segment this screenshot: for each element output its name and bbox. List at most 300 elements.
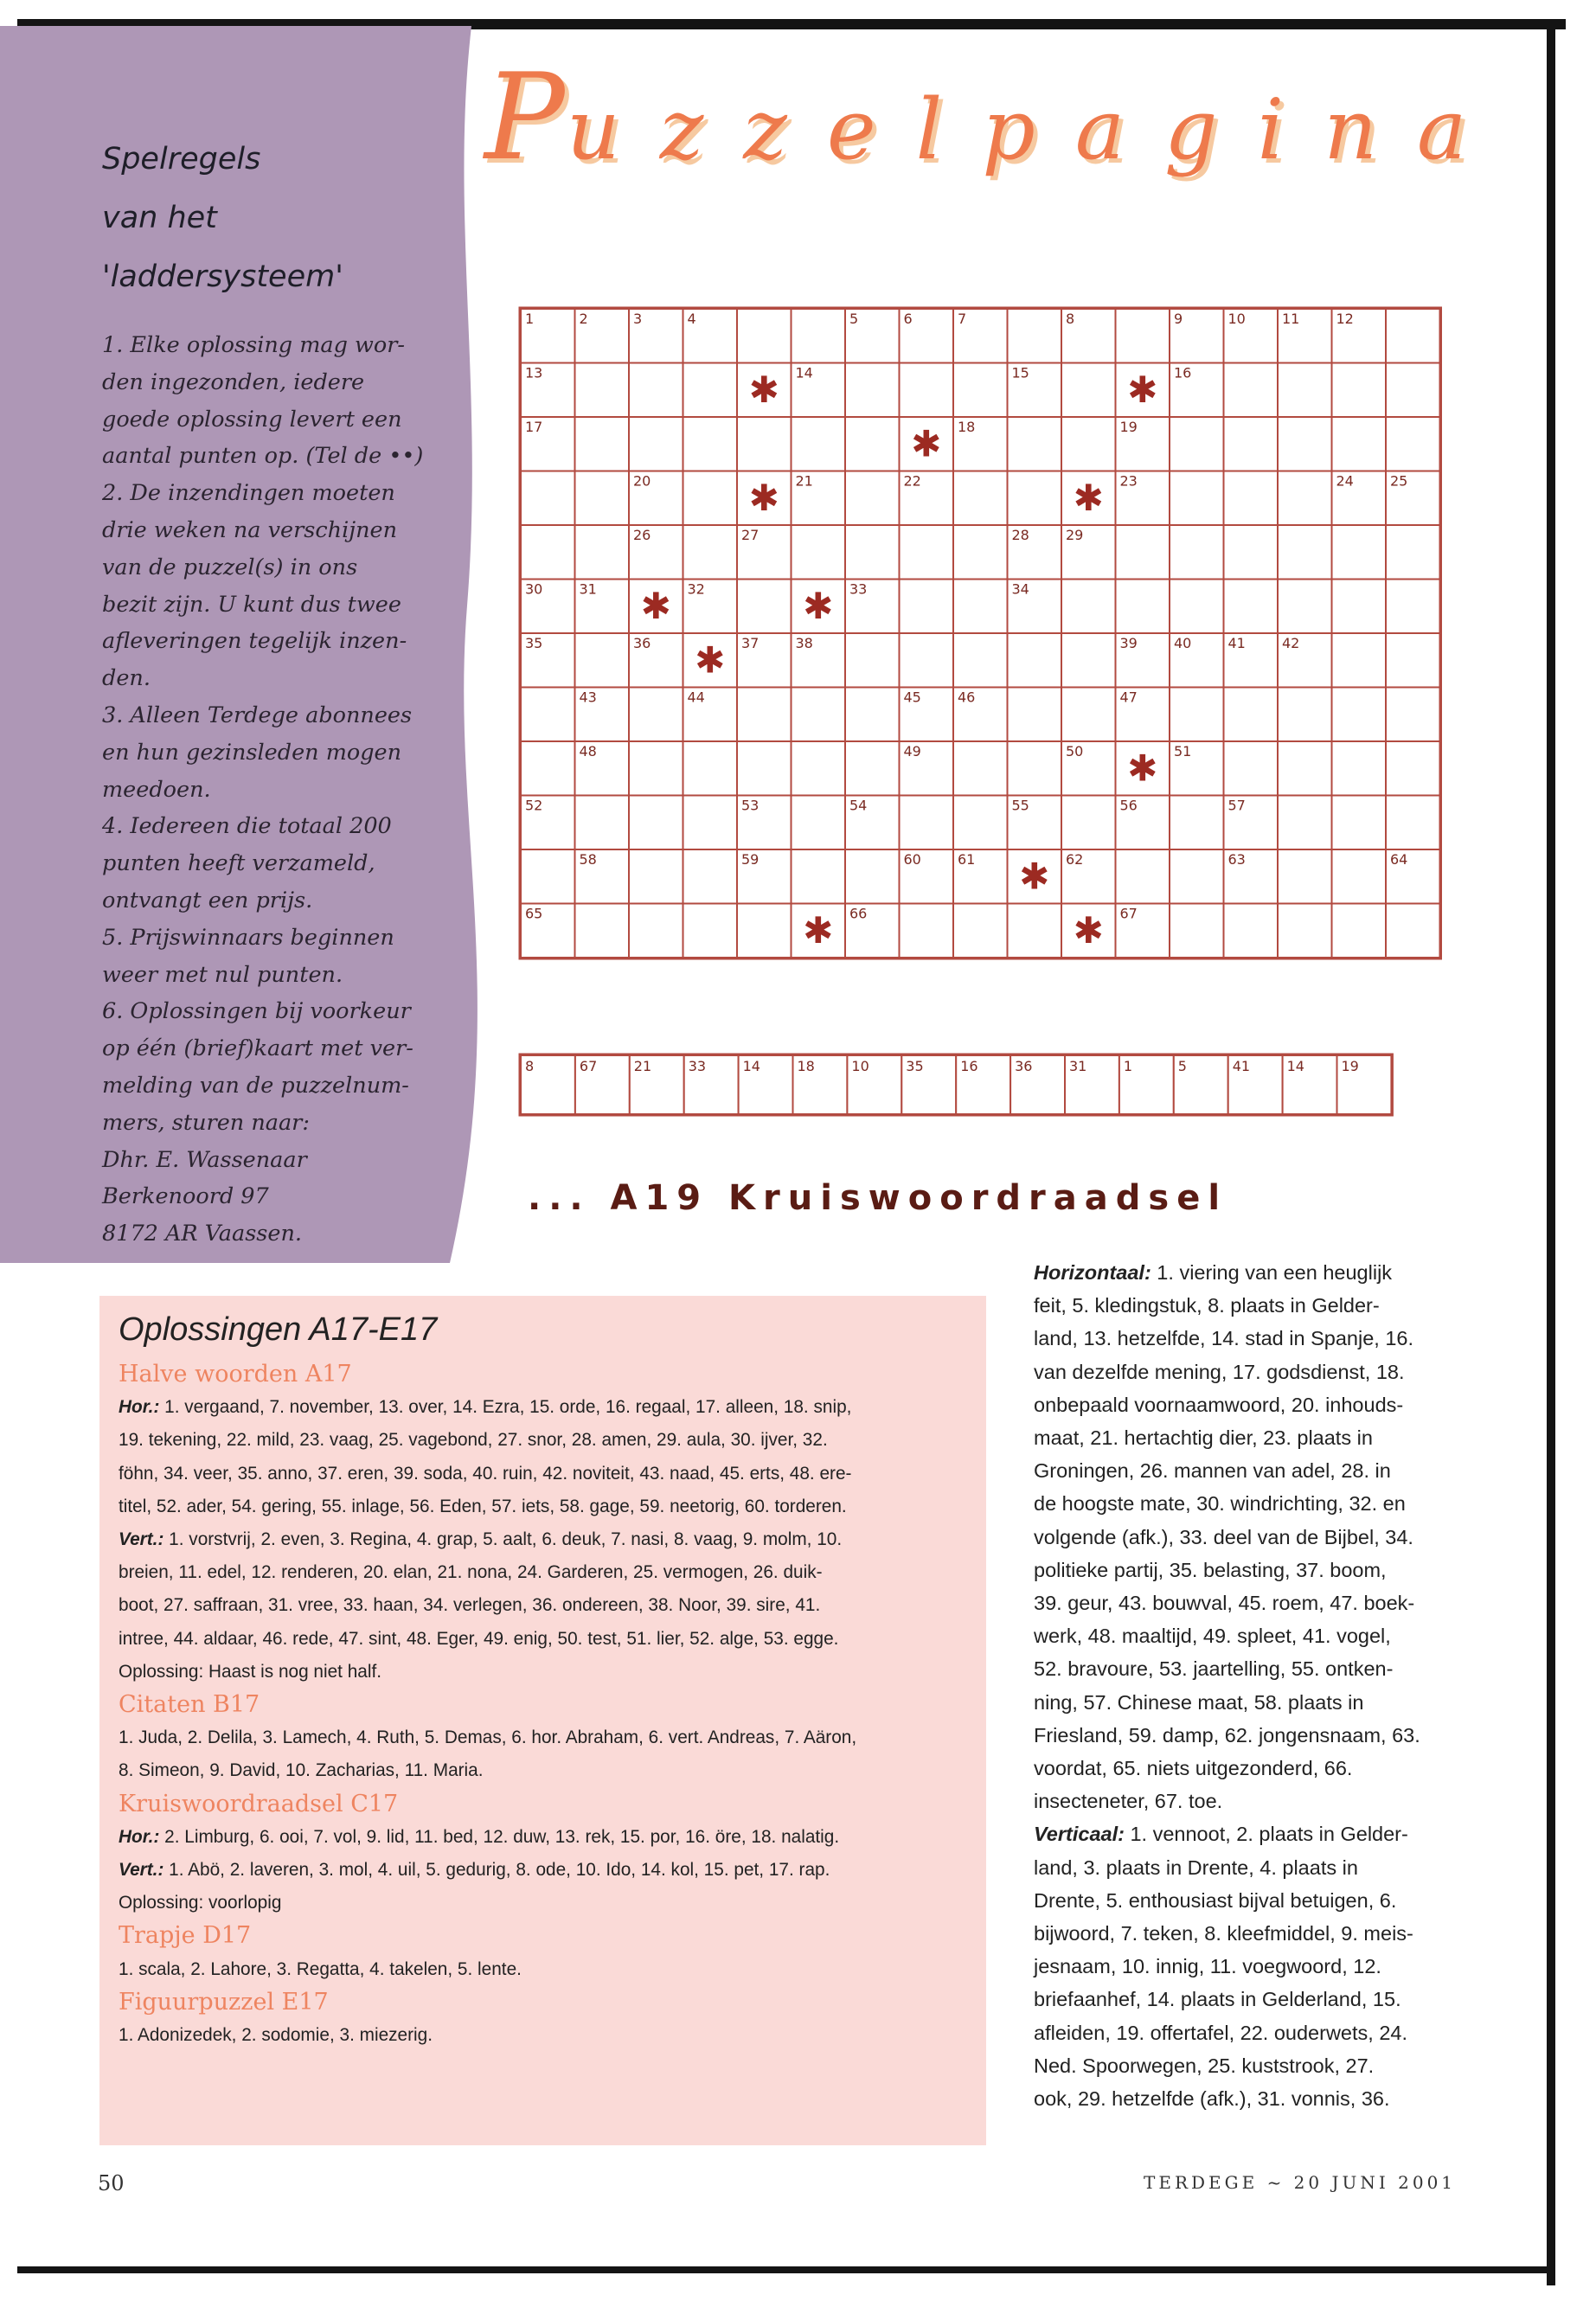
grid-cell bbox=[792, 796, 846, 850]
solution-line bbox=[119, 1821, 975, 1854]
grid-cell bbox=[845, 741, 900, 796]
title-initial: P bbox=[484, 48, 567, 187]
grid-cell bbox=[521, 525, 575, 580]
rules-line: drie weken na verschijnen bbox=[102, 516, 398, 543]
grid-cell bbox=[792, 741, 846, 796]
grid-cell bbox=[521, 471, 575, 526]
grid-cell bbox=[900, 580, 954, 634]
grid-cell bbox=[845, 471, 900, 526]
clue-text: politieke partij, 35. belasting, 37. boom, bbox=[1034, 1558, 1387, 1581]
clue-text: van dezelfde mening, 17. godsdienst, 18. bbox=[1034, 1360, 1405, 1383]
clue-text: bijwoord, 7. teken, 8. kleefmiddel, 9. meis- bbox=[1034, 1922, 1413, 1945]
cell-number: 28 bbox=[1011, 527, 1029, 543]
cell-number: 35 bbox=[525, 635, 543, 651]
grid-cell bbox=[575, 525, 630, 580]
rules-panel bbox=[102, 130, 457, 1253]
star-icon: ✱ bbox=[1019, 855, 1050, 898]
grid-cell bbox=[683, 525, 738, 580]
grid-cell bbox=[1008, 417, 1062, 471]
grid-cell bbox=[900, 363, 954, 418]
ladder-number: 19 bbox=[1341, 1058, 1359, 1074]
star-icon: ✱ bbox=[803, 908, 834, 952]
grid-cell bbox=[1386, 525, 1440, 580]
cell-number: 62 bbox=[1066, 851, 1084, 868]
solution-text: Oplossing: Haast is nog niet half. bbox=[119, 1661, 382, 1682]
clue-line bbox=[1034, 1421, 1466, 1454]
grid-cell bbox=[900, 796, 954, 850]
cell-number: 27 bbox=[741, 527, 760, 543]
clue-text: ning, 57. Chinese maat, 58. plaats in bbox=[1034, 1690, 1364, 1714]
cell-number: 11 bbox=[1282, 311, 1300, 327]
clue-text: land, 13. hetzelfde, 14. stad in Spanje, 16. bbox=[1034, 1327, 1413, 1350]
rules-line: 5. Prijswinnaars beginnen bbox=[102, 924, 394, 951]
grid-cell bbox=[1116, 580, 1170, 634]
rules-line: punten heeft verzameld, bbox=[102, 850, 375, 877]
grid-cell bbox=[1170, 580, 1224, 634]
clue-line bbox=[1034, 2016, 1466, 2049]
grid-cell bbox=[845, 363, 900, 418]
solutions-title: Oplossingen A17-E17 bbox=[119, 1311, 438, 1348]
grid-cell bbox=[575, 796, 630, 850]
solution-line bbox=[119, 1656, 975, 1689]
grid-cell bbox=[575, 633, 630, 688]
cell-number: 54 bbox=[849, 797, 868, 814]
clue-text: volgende (afk.), 33. deel van de Bijbel, 34. bbox=[1034, 1525, 1413, 1548]
grid-cell bbox=[953, 525, 1008, 580]
cell-number: 13 bbox=[525, 364, 543, 381]
rules-line: melding van de puzzelnum- bbox=[102, 1072, 409, 1099]
cell-number: 67 bbox=[1119, 905, 1138, 922]
clue-line bbox=[1034, 1917, 1466, 1950]
grid-cell bbox=[953, 796, 1008, 850]
cell-number: 58 bbox=[579, 851, 597, 868]
solution-text: breien, 11. edel, 12. renderen, 20. elan, 21. nona, 24. Garderen, 25. vermogen, 26. duik- bbox=[119, 1562, 823, 1583]
grid-cell bbox=[737, 580, 792, 634]
grid-cell bbox=[900, 525, 954, 580]
cell-number: 36 bbox=[633, 635, 651, 651]
grid-cell bbox=[1061, 580, 1116, 634]
cell-number: 64 bbox=[1390, 851, 1408, 868]
rules-line: ontvangt een prijs. bbox=[102, 887, 313, 913]
grid-cell bbox=[1008, 471, 1062, 526]
solution-heading: Kruiswoordraadsel C17 bbox=[119, 1790, 399, 1817]
grid-cell bbox=[1116, 849, 1170, 904]
ladder-number: 5 bbox=[1177, 1058, 1187, 1074]
grid-cell bbox=[575, 904, 630, 958]
cell-number: 23 bbox=[1119, 472, 1138, 490]
page-number: 50 bbox=[98, 2171, 125, 2195]
grid-cell bbox=[737, 309, 792, 363]
grid-cell bbox=[1386, 309, 1440, 363]
grid-cell bbox=[900, 633, 954, 688]
rules-title bbox=[102, 130, 457, 306]
grid-cell bbox=[575, 417, 630, 471]
grid-cell bbox=[1278, 741, 1332, 796]
cell-number: 50 bbox=[1066, 743, 1084, 760]
clue-text: land, 3. plaats in Drente, 4. plaats in bbox=[1034, 1856, 1358, 1879]
cell-number: 18 bbox=[958, 419, 976, 435]
solution-line bbox=[119, 1391, 975, 1424]
cell-number: 16 bbox=[1174, 364, 1192, 381]
solutions-box bbox=[99, 1296, 986, 2145]
grid-cell bbox=[1008, 741, 1062, 796]
grid-cell bbox=[1116, 309, 1170, 363]
solution-text: intree, 44. aldaar, 46. rede, 47. sint, 48. Eger, 49. enig, 50. test, 51. lier, 52. alge, 53. egge. bbox=[119, 1628, 839, 1649]
clue-text: Groningen, 26. mannen van adel, 28. in bbox=[1034, 1459, 1391, 1483]
solution-line bbox=[119, 2019, 975, 2052]
grid-cell bbox=[792, 525, 846, 580]
clue-text: maat, 21. hertachtig dier, 23. plaats in bbox=[1034, 1426, 1373, 1450]
cell-number: 10 bbox=[1227, 311, 1246, 327]
rules-line: 8172 AR Vaassen. bbox=[102, 1221, 302, 1247]
grid-cell bbox=[1061, 417, 1116, 471]
title-rest: uzzelpagina bbox=[566, 81, 1507, 178]
grid-cell bbox=[1386, 741, 1440, 796]
ladder-number: 67 bbox=[579, 1058, 598, 1074]
rules-line: van de puzzel(s) in ons bbox=[102, 554, 358, 580]
clue-line bbox=[1034, 1487, 1466, 1520]
grid-cell bbox=[575, 363, 630, 418]
cell-number: 14 bbox=[795, 364, 813, 381]
rules-line: 6. Oplossingen bij voorkeur bbox=[102, 998, 411, 1025]
clue-label: Horizontaal: bbox=[1034, 1261, 1151, 1284]
cell-number: 1 bbox=[525, 311, 535, 327]
solution-text: 1. Juda, 2. Delila, 3. Lamech, 4. Ruth, 5. Demas, 6. hor. Abraham, 6. vert. Andreas, 7. Aäron, bbox=[119, 1727, 857, 1748]
clue-line bbox=[1034, 1884, 1466, 1917]
solution-line bbox=[119, 1953, 975, 1986]
clue-text: 1. viering van een heuglijk bbox=[1151, 1261, 1393, 1284]
cell-number: 30 bbox=[525, 580, 543, 598]
cell-number: 47 bbox=[1119, 689, 1138, 706]
cell-number: 39 bbox=[1119, 635, 1138, 651]
grid-cell bbox=[953, 904, 1008, 958]
grid-cell bbox=[683, 849, 738, 904]
ladder-number: 10 bbox=[851, 1058, 869, 1074]
grid-cell bbox=[1224, 580, 1279, 634]
grid-cell bbox=[521, 741, 575, 796]
cell-number: 60 bbox=[903, 851, 921, 868]
clue-text: 52. bravoure, 53. jaartelling, 55. ontken- bbox=[1034, 1657, 1394, 1681]
cell-number: 55 bbox=[1011, 797, 1029, 814]
solution-label: Vert.: bbox=[119, 1860, 164, 1881]
cell-number: 43 bbox=[579, 689, 597, 706]
grid-cell bbox=[845, 633, 900, 688]
grid-cell bbox=[953, 741, 1008, 796]
cell-number: 38 bbox=[795, 635, 813, 651]
star-icon: ✱ bbox=[911, 422, 942, 465]
cell-number: 52 bbox=[525, 797, 543, 814]
rules-line: 4. Iedereen die totaal 200 bbox=[102, 813, 392, 840]
cell-number: 7 bbox=[958, 311, 967, 327]
grid-cell bbox=[845, 417, 900, 471]
grid-cell bbox=[1386, 688, 1440, 742]
grid-cell bbox=[1008, 633, 1062, 688]
cell-number: 57 bbox=[1227, 797, 1246, 814]
cell-number: 5 bbox=[849, 311, 859, 327]
clue-line bbox=[1034, 2049, 1466, 2082]
clue-line bbox=[1034, 1950, 1466, 1983]
solution-line bbox=[119, 1490, 975, 1523]
clue-text: insecteneter, 67. toe. bbox=[1034, 1790, 1223, 1813]
grid-cell bbox=[845, 525, 900, 580]
solution-text: 1. scala, 2. Lahore, 3. Regatta, 4. takelen, 5. lente. bbox=[119, 1958, 522, 1979]
cell-number: 9 bbox=[1174, 311, 1183, 327]
ladder-number: 14 bbox=[742, 1058, 760, 1074]
cell-number: 53 bbox=[741, 797, 760, 814]
grid-cell bbox=[1170, 688, 1224, 742]
clue-line bbox=[1034, 1521, 1466, 1554]
grid-cell bbox=[1386, 633, 1440, 688]
star-icon: ✱ bbox=[640, 584, 671, 627]
solution-label: Hor.: bbox=[119, 1826, 160, 1847]
cell-number: 4 bbox=[687, 311, 696, 327]
clue-text: onbepaald voornaamwoord, 20. inhouds- bbox=[1034, 1393, 1404, 1416]
grid-cell bbox=[629, 741, 683, 796]
star-icon: ✱ bbox=[1127, 368, 1158, 411]
cell-number: 44 bbox=[687, 689, 705, 706]
cell-number: 46 bbox=[958, 689, 976, 706]
cell-number: 25 bbox=[1390, 472, 1408, 490]
clue-line bbox=[1034, 1851, 1466, 1884]
rules-line: 3. Alleen Terdege abonnees bbox=[102, 702, 413, 728]
clue-line bbox=[1034, 1322, 1466, 1355]
ladder-number: 35 bbox=[906, 1058, 924, 1074]
grid-cell bbox=[1278, 796, 1332, 850]
solution-text: 2. Limburg, 6. ooi, 7. vol, 9. lid, 11. bed, 12. duw, 13. rek, 15. por, 16. öre, 18. nalatig. bbox=[159, 1826, 840, 1847]
grid-cell bbox=[1332, 525, 1387, 580]
cell-number: 17 bbox=[525, 419, 543, 435]
solution-label: Hor.: bbox=[119, 1397, 160, 1418]
grid-cell bbox=[1386, 363, 1440, 418]
rules-line: 1. Elke oplossing mag wor- bbox=[102, 332, 406, 358]
grid-cell bbox=[1224, 363, 1279, 418]
solution-text: 1. vorstvrij, 2. even, 3. Regina, 4. grap, 5. aalt, 6. deuk, 7. nasi, 8. vaag, 9. molm, 10. bbox=[163, 1529, 843, 1550]
cell-number: 3 bbox=[633, 311, 643, 327]
grid-cell bbox=[629, 363, 683, 418]
clue-line bbox=[1034, 1356, 1466, 1388]
cell-number: 40 bbox=[1174, 635, 1192, 651]
grid-cell bbox=[953, 363, 1008, 418]
clue-text: ook, 29. hetzelfde (afk.), 31. vonnis, 36. bbox=[1034, 2087, 1390, 2111]
frame-right-border bbox=[1547, 19, 1555, 2285]
grid-cell bbox=[1224, 525, 1279, 580]
cell-number: 19 bbox=[1119, 419, 1138, 435]
grid-cell bbox=[1386, 580, 1440, 634]
grid-cell bbox=[575, 471, 630, 526]
solution-heading: Citaten B17 bbox=[119, 1691, 260, 1719]
cell-number: 15 bbox=[1011, 364, 1029, 381]
grid-cell bbox=[1332, 363, 1387, 418]
grid-cell bbox=[1332, 633, 1387, 688]
solution-text: 1. Adonizedek, 2. sodomie, 3. miezerig. bbox=[119, 2025, 433, 2046]
cell-number: 45 bbox=[903, 689, 921, 706]
rules-line: afleveringen tegelijk inzen- bbox=[102, 628, 407, 655]
frame-bottom-border bbox=[17, 2266, 1555, 2273]
cell-number: 33 bbox=[849, 580, 868, 598]
rules-title-line: van het bbox=[102, 201, 217, 235]
grid-cell bbox=[1332, 796, 1387, 850]
grid-cell bbox=[683, 904, 738, 958]
solution-heading: Figuurpuzzel E17 bbox=[119, 1988, 329, 2016]
clue-line bbox=[1034, 1454, 1466, 1487]
rules-line: bezit zijn. U kunt dus twee bbox=[102, 591, 401, 618]
clue-line bbox=[1034, 1554, 1466, 1586]
solution-line bbox=[119, 1887, 975, 1920]
grid-cell bbox=[1386, 417, 1440, 471]
grid-cell bbox=[792, 688, 846, 742]
grid-cell bbox=[1386, 904, 1440, 958]
cell-number: 12 bbox=[1336, 311, 1354, 327]
grid-cell bbox=[1170, 525, 1224, 580]
solutions-body bbox=[119, 1358, 975, 2052]
cell-number: 8 bbox=[1066, 311, 1075, 327]
clue-line bbox=[1034, 1256, 1466, 1289]
grid-cell bbox=[1008, 309, 1062, 363]
solution-text: boot, 27. saffraan, 31. vree, 33. haan, 34. verlegen, 36. ondereen, 38. Noor, 39. sire, 41. bbox=[119, 1595, 821, 1616]
cell-number: 48 bbox=[579, 743, 597, 760]
rules-line: op één (brief)kaart met ver- bbox=[102, 1035, 413, 1062]
cell-number: 56 bbox=[1119, 797, 1138, 814]
grid-cell bbox=[737, 741, 792, 796]
clue-label: Verticaal: bbox=[1034, 1823, 1125, 1846]
grid-cell bbox=[683, 363, 738, 418]
cell-number: 65 bbox=[525, 905, 543, 922]
grid-cell bbox=[737, 417, 792, 471]
clue-line bbox=[1034, 1686, 1466, 1719]
cell-number: 41 bbox=[1227, 635, 1246, 651]
cell-number: 66 bbox=[849, 905, 868, 922]
star-icon: ✱ bbox=[748, 476, 779, 519]
ladder-number: 21 bbox=[633, 1058, 652, 1074]
ladder-number: 31 bbox=[1069, 1058, 1087, 1074]
clue-text: Drente, 5. enthousiast bijval betuigen, 6. bbox=[1034, 1888, 1397, 1912]
cell-number: 20 bbox=[633, 472, 651, 490]
solution-line bbox=[119, 1424, 975, 1457]
clue-line bbox=[1034, 1619, 1466, 1652]
solution-line bbox=[119, 1721, 975, 1754]
cell-number: 59 bbox=[741, 851, 760, 868]
cell-number: 24 bbox=[1336, 472, 1354, 490]
grid-cell bbox=[1170, 471, 1224, 526]
star-icon: ✱ bbox=[803, 584, 834, 627]
grid-cell bbox=[1116, 525, 1170, 580]
clue-line bbox=[1034, 1752, 1466, 1785]
clue-text: de hoogste mate, 30. windrichting, 32. en bbox=[1034, 1492, 1406, 1516]
solution-label: Vert.: bbox=[119, 1529, 164, 1550]
clue-text: 1. vennoot, 2. plaats in Gelder- bbox=[1124, 1823, 1408, 1846]
clue-text: 39. geur, 43. bouwval, 45. roem, 47. boek- bbox=[1034, 1592, 1415, 1615]
clue-text: voordat, 65. niets uitgezonderd, 66. bbox=[1034, 1757, 1353, 1780]
grid-cell bbox=[1278, 363, 1332, 418]
grid-cell bbox=[1278, 904, 1332, 958]
rules-title-line: Spelregels bbox=[102, 142, 261, 176]
grid-cell bbox=[845, 688, 900, 742]
rules-line: goede oplossing levert een bbox=[102, 406, 402, 433]
grid-cell bbox=[683, 796, 738, 850]
rules-line: weer met nul punten. bbox=[102, 961, 343, 988]
solution-line bbox=[119, 1589, 975, 1622]
cell-number: 2 bbox=[579, 311, 588, 327]
ladder-number: 41 bbox=[1232, 1058, 1251, 1074]
cell-number: 21 bbox=[795, 472, 813, 490]
grid-cell bbox=[845, 849, 900, 904]
grid-cell bbox=[900, 904, 954, 958]
grid-cell bbox=[1224, 904, 1279, 958]
grid-cell bbox=[629, 796, 683, 850]
clue-text: Friesland, 59. damp, 62. jongensnaam, 63. bbox=[1034, 1723, 1420, 1747]
ladder-number: 18 bbox=[797, 1058, 815, 1074]
grid-cell bbox=[1278, 471, 1332, 526]
page-title bbox=[484, 48, 1506, 187]
grid-cell bbox=[1224, 417, 1279, 471]
grid-cell bbox=[1278, 417, 1332, 471]
cell-number: 61 bbox=[958, 851, 976, 868]
grid-cell bbox=[792, 417, 846, 471]
solution-line bbox=[119, 1754, 975, 1787]
clue-line bbox=[1034, 1388, 1466, 1421]
clues-column bbox=[1034, 1256, 1466, 2115]
ladder-number: 14 bbox=[1286, 1058, 1304, 1074]
star-icon: ✱ bbox=[1127, 747, 1158, 790]
grid-cell bbox=[1061, 363, 1116, 418]
grid-cell bbox=[629, 904, 683, 958]
clue-line bbox=[1034, 1586, 1466, 1619]
puzzle-subtitle: ... A19 Kruiswoordraadsel bbox=[528, 1178, 1228, 1218]
clue-line bbox=[1034, 1817, 1466, 1850]
rules-line: Dhr. E. Wassenaar bbox=[102, 1146, 307, 1173]
ladder-number: 33 bbox=[688, 1058, 707, 1074]
crossword-grid bbox=[519, 307, 1419, 1074]
cell-number: 49 bbox=[903, 743, 921, 760]
clue-text: werk, 48. maaltijd, 49. spleet, 41. vogel, bbox=[1034, 1625, 1391, 1648]
grid-cell bbox=[1008, 904, 1062, 958]
grid-cell bbox=[792, 849, 846, 904]
solution-text: 8. Simeon, 9. David, 10. Zacharias, 11. Maria. bbox=[119, 1760, 484, 1781]
grid-cell bbox=[1386, 796, 1440, 850]
ladder-number: 36 bbox=[1015, 1058, 1033, 1074]
clue-line bbox=[1034, 1785, 1466, 1817]
rules-text bbox=[102, 327, 457, 1253]
grid-cell bbox=[1278, 525, 1332, 580]
grid-cell bbox=[1061, 633, 1116, 688]
grid-cell bbox=[1061, 688, 1116, 742]
solution-heading: Trapje D17 bbox=[119, 1922, 252, 1950]
clue-text: briefaanhef, 14. plaats in Gelderland, 15. bbox=[1034, 1988, 1401, 2011]
grid-cell bbox=[1278, 580, 1332, 634]
clue-line bbox=[1034, 1983, 1466, 2016]
grid-cell bbox=[1278, 688, 1332, 742]
grid-cell bbox=[1332, 688, 1387, 742]
grid-cell bbox=[792, 309, 846, 363]
grid-cell bbox=[1332, 417, 1387, 471]
solution-text: 1. Abö, 2. laveren, 3. mol, 4. uil, 5. gedurig, 8. ode, 10. Ido, 14. kol, 15. pet, 17. rap. bbox=[163, 1860, 830, 1881]
grid-cell bbox=[737, 904, 792, 958]
grid-cell bbox=[1332, 580, 1387, 634]
magazine-footer: TERDEGE ~ 20 JUNI 2001 bbox=[1144, 2172, 1457, 2193]
grid-cell bbox=[1332, 849, 1387, 904]
cell-number: 6 bbox=[903, 311, 913, 327]
solution-line bbox=[119, 1854, 975, 1887]
rules-line: mers, sturen naar: bbox=[102, 1109, 310, 1136]
clue-text: feit, 5. kledingstuk, 8. plaats in Gelder- bbox=[1034, 1294, 1380, 1317]
solution-text: 1. vergaand, 7. november, 13. over, 14. Ezra, 15. orde, 16. regaal, 17. alleen, 18. snip, bbox=[159, 1397, 852, 1418]
grid-cell bbox=[1008, 688, 1062, 742]
ladder-number: 1 bbox=[1123, 1058, 1133, 1074]
ladder-number: 8 bbox=[525, 1058, 535, 1074]
rules-line: den. bbox=[102, 665, 151, 692]
grid-cell bbox=[629, 849, 683, 904]
cell-number: 32 bbox=[687, 580, 705, 598]
